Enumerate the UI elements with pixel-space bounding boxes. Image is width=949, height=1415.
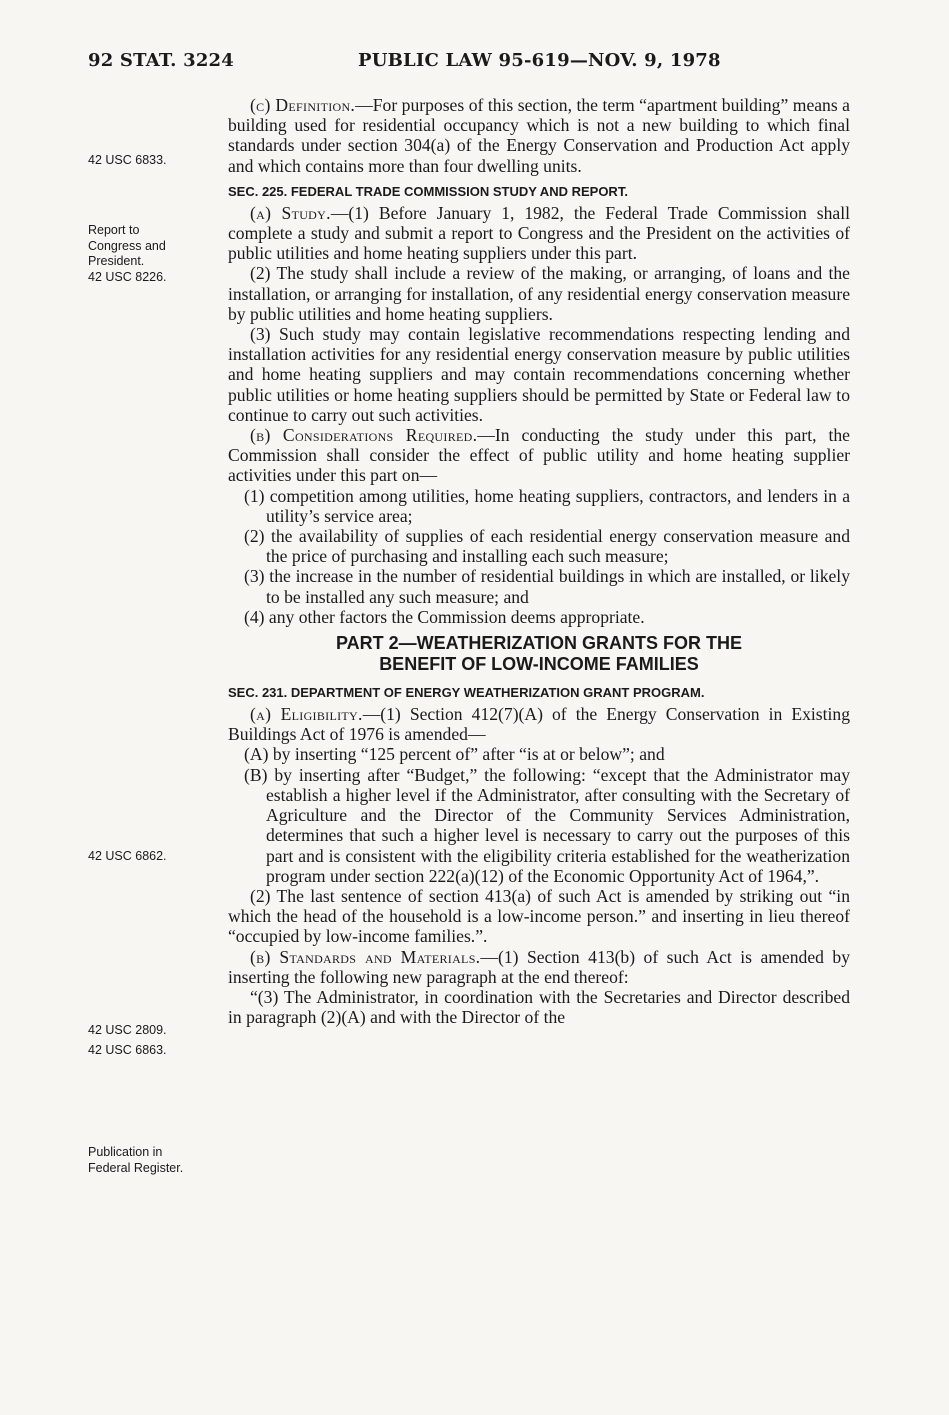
standards-paragraph: (b) Standards and Materials.—(1) Section 413(b) of such Act is amended by inserting the following new paragraph at the end thereof: <box>228 946 850 987</box>
eligibility-paragraph: (a) Eligibility.—(1) Section 412(7)(A) of the Energy Conservation in Existing Buildings Act of 1976 is amended— <box>228 704 850 745</box>
paragraph: (3) Such study may contain legislative recommendations respecting lending and installation activities for any residential energy conservation measure by public utilities and home heating suppliers and may contain recommendations concerning whether public utilities or home heating suppliers should be permitted by State or Federal law to continue to carry out such activities. <box>228 324 850 425</box>
margin-note-report: Report to Congress and President. 42 USC 8226. <box>88 223 167 284</box>
margin-note-usc-2809: 42 USC 2809. <box>88 1023 167 1037</box>
law-title: PUBLIC LAW 95-619—NOV. 9, 1978 <box>358 50 721 71</box>
margin-note-publication: Publication in Federal Register. <box>88 1145 184 1175</box>
paragraph: (2) The last sentence of section 413(a) of such Act is amended by striking out “in which the head of the household is a low-income person.” and inserting in lieu thereof “occupied by low-income families.”. <box>228 885 850 947</box>
list-item: (4) any other factors the Commission deems appropriate. <box>244 606 645 627</box>
definition-paragraph: (c) Definition.—For purposes of this section, the term “apartment building” means a building used for residential occupancy which is not a new building to which final standards under section 304(a) of the Energy Conservation and Production Act apply and which contains more than four dwelling units. <box>228 95 850 176</box>
list-item: (A) by inserting “125 percent of” after “is at or below”; and <box>244 744 665 765</box>
paragraph: “(3) The Administrator, in coordination with the Secretaries and Director described in paragraph (2)(A) and with the Director of the <box>228 986 850 1028</box>
part-heading: PART 2—WEATHERIZATION GRANTS FOR THE BENEFIT OF LOW-INCOME FAMILIES <box>336 633 742 675</box>
margin-note-usc-6833: 42 USC 6833. <box>88 153 167 167</box>
list-item: (2) the availability of supplies of each residential energy conservation measure and the price of purchasing and installing each such measure; <box>244 526 850 567</box>
statute-text <box>228 95 850 1027</box>
list-item: (B) by inserting after “Budget,” the following: “except that the Administrator may establish a higher level if the Administrator, after consulting with the Secretary of Agriculture and the Director of the Community Services Administration, determines that such a higher level is necessary to carry out the purposes of this part and is consistent with the eligibility criteria established for the weatherization program under section 222(a)(12) of the Economic Opportunity Act of 1964,”. <box>244 764 850 886</box>
list-item: (3) the increase in the number of residential buildings in which are installed, or likely to be installed any such measure; and <box>244 566 850 607</box>
page-reference: 92 STAT. 3224 <box>88 50 235 71</box>
paragraph: (2) The study shall include a review of the making, or arranging, of loans and the installation, or arranging for installation, of any residential energy conservation measure by public utilities and home heating suppliers. <box>228 263 850 324</box>
margin-note-usc-6862: 42 USC 6862. <box>88 849 167 863</box>
considerations-paragraph: (b) Considerations Required.—In conducting the study under this part, the Commission shall consider the effect of public utility and home heating supplier activities under this part on— <box>228 425 850 486</box>
study-paragraph: (a) Study.—(1) Before January 1, 1982, the Federal Trade Commission shall complete a study and submit a report to Congress and the President on the activities of public utilities and home heating suppliers under this part. <box>228 202 850 264</box>
list-item: (1) competition among utilities, home heating suppliers, contractors, and lenders in a utility’s service area; <box>244 485 850 526</box>
section-heading-225: SEC. 225. FEDERAL TRADE COMMISSION STUDY AND REPORT. <box>228 183 628 199</box>
margin-note-usc-6863: 42 USC 6863. <box>88 1043 167 1057</box>
section-heading-231: SEC. 231. DEPARTMENT OF ENERGY WEATHERIZATION GRANT PROGRAM. <box>228 685 705 701</box>
